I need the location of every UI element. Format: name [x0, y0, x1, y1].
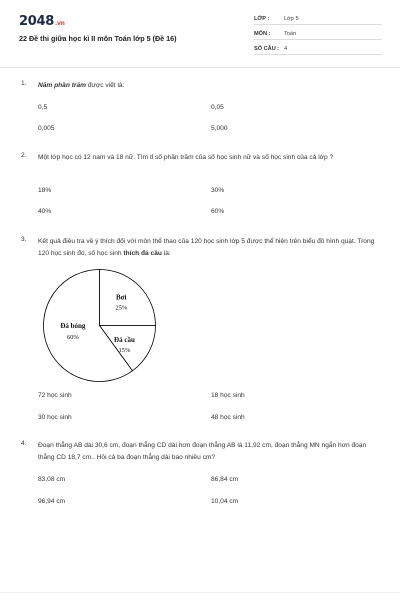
pie-slice-value-label: 60% [66, 334, 79, 342]
meta-value: Lớp 5 [284, 16, 299, 22]
answer-option[interactable]: 83,08 cm [38, 476, 66, 483]
answer-option[interactable]: 0,5 [38, 104, 48, 111]
page-divider [0, 592, 400, 593]
answer-option[interactable]: 10,04 cm [211, 498, 239, 505]
pie-chart-svg [42, 268, 157, 383]
answer-option[interactable]: 5,000 [211, 125, 228, 132]
question-text [38, 236, 376, 259]
answer-option[interactable]: 48 học sinh [211, 414, 245, 421]
meta-value: Toán [284, 31, 297, 37]
answer-option[interactable]: 96,94 cm [38, 498, 66, 505]
answer-option[interactable]: 30 học sinh [38, 414, 72, 421]
meta-value: 4 [284, 46, 288, 52]
question-text [38, 80, 376, 92]
pie-slice-label: Bơi [116, 293, 127, 302]
answer-option[interactable]: 0,005 [38, 125, 55, 132]
answer-option[interactable]: 60% [211, 208, 225, 215]
question-text-bold: Năm phần trăm [38, 82, 86, 89]
logo-suffix: .vn [54, 20, 65, 27]
question-text-bold: thích đá cầu [123, 249, 162, 257]
question-number: 2. [21, 152, 27, 159]
question-text: Đoạn thẳng AB dài 30,6 cm, đoạn thẳng CD dài hơn đoạn thẳng AB là 11,92 cm, đoạn thẳng MN ngắn hơn đoạn thẳng CD 18,7 cm.. Hỏi cả ba đoạn thẳng dài bao nhiêu cm? [38, 442, 367, 461]
page-header [0, 0, 400, 68]
question-text: Một lớp học có 12 nam và 18 nữ. Tìm tỉ số phần trăm của số học sinh nữ và số học sinh của cả lớp ? [38, 154, 334, 161]
meta-label: MÔN : [254, 31, 271, 37]
answer-option[interactable]: 72 học sinh [38, 392, 72, 399]
pie-slice-value-label: 25% [115, 304, 128, 312]
pie-slice [100, 270, 156, 326]
pie-slice-label: Đá cầu [114, 336, 135, 345]
pie-chart [42, 268, 157, 383]
question-text-after: là: [161, 249, 171, 257]
site-logo[interactable]: 2048.vn [19, 14, 65, 29]
pie-slice-value-label: 15% [118, 347, 131, 355]
meta-row-subject [254, 29, 382, 40]
answer-option[interactable]: 18% [38, 187, 52, 194]
question-text-rest: được viết là: [86, 82, 125, 89]
question-number: 3. [21, 236, 27, 243]
meta-label: SỐ CÂU : [254, 46, 280, 52]
question-text-before: Kết quả điều tra về ý thích đối với môn thể thao của 120 học sinh lớp 5 được thể hiện trên biểu đồ hình quạt. Trong 120 học sinh đó, số học sinh [38, 238, 375, 257]
answer-option[interactable]: 18 học sinh [211, 392, 245, 399]
meta-row-class [254, 14, 382, 25]
answer-option[interactable]: 40% [38, 208, 52, 215]
question-number: 4. [21, 440, 27, 447]
pie-slice-label: Đá bóng [60, 322, 86, 331]
answer-option[interactable]: 30% [211, 187, 225, 194]
answer-option[interactable]: 0,05 [211, 104, 224, 111]
document-title: 22 Đề thi giữa học kì II môn Toán lớp 5 (Đề 16) [19, 34, 177, 43]
meta-label: LỚP : [254, 16, 270, 22]
question-number: 1. [21, 80, 27, 87]
meta-row-count [254, 44, 382, 55]
answer-option[interactable]: 86,84 cm [211, 476, 239, 483]
